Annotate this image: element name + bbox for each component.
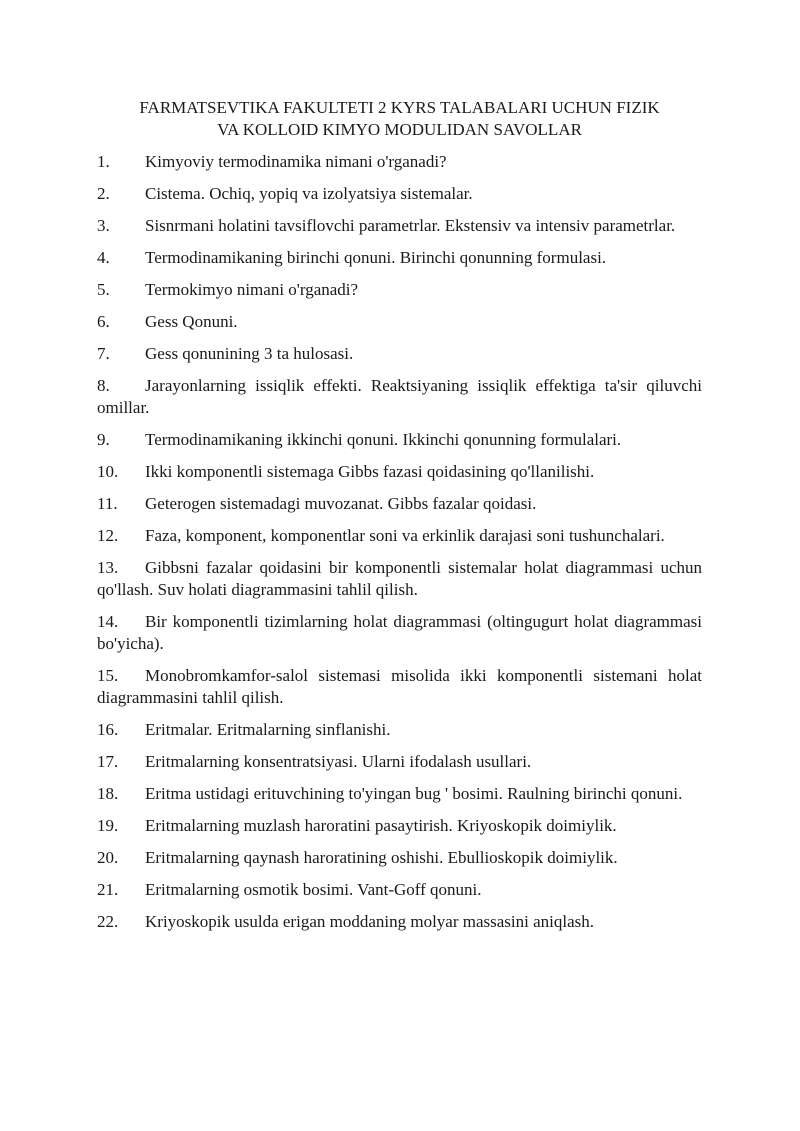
question-item bbox=[97, 847, 702, 869]
question-text: Eritmalarning qaynash haroratining oshishi. Ebullioskopik doimiylik. bbox=[145, 848, 618, 867]
title-line-1: FARMATSEVTIKA FAKULTETI 2 KYRS TALABALARI UCHUN FIZIK bbox=[139, 98, 660, 117]
question-text: Kimyoviy termodinamika nimani o'rganadi? bbox=[145, 152, 447, 171]
question-number: 8. bbox=[97, 376, 110, 395]
question-number: 4. bbox=[97, 248, 110, 267]
question-text: Gess Qonuni. bbox=[145, 312, 238, 331]
question-item bbox=[97, 151, 702, 173]
question-text: Sisnrmani holatini tavsiflovchi parametrlar. Ekstensiv va intensiv parametrlar. bbox=[145, 216, 676, 235]
question-item bbox=[97, 719, 702, 741]
question-item bbox=[97, 493, 702, 515]
question-text: Termodinamikaning ikkinchi qonuni. Ikkinchi qonunning formulalari. bbox=[145, 430, 622, 449]
question-item bbox=[97, 783, 702, 805]
question-text: Monobromkamfor-salol sistemasi misolida ikki komponentli sistemani holat diagrammasini tahlil qilish. bbox=[97, 666, 702, 707]
question-text: Eritmalarning osmotik bosimi. Vant-Goff qonuni. bbox=[145, 880, 482, 899]
title-line-2: VA KOLLOID KIMYO MODULIDAN SAVOLLAR bbox=[217, 120, 582, 139]
question-item bbox=[97, 279, 702, 301]
question-text: Eritma ustidagi erituvchining to'yingan bug ' bosimi. Raulning birinchi qonuni. bbox=[145, 784, 683, 803]
question-item bbox=[97, 611, 702, 655]
question-text: Termodinamikaning birinchi qonuni. Birinchi qonunning formulasi. bbox=[145, 248, 607, 267]
question-number: 12. bbox=[97, 526, 119, 545]
question-number: 7. bbox=[97, 344, 110, 363]
question-number: 20. bbox=[97, 848, 119, 867]
question-number: 11. bbox=[97, 494, 118, 513]
question-number: 3. bbox=[97, 216, 110, 235]
question-item bbox=[97, 751, 702, 773]
question-item bbox=[97, 815, 702, 837]
question-list bbox=[97, 151, 702, 933]
question-item bbox=[97, 215, 702, 237]
question-text: Gibbsni fazalar qoidasini bir komponentli sistemalar holat diagrammasi uchun qo'llash. Suv holati diagrammasini tahlil qilish. bbox=[97, 558, 702, 599]
question-item bbox=[97, 247, 702, 269]
document-title bbox=[97, 97, 702, 141]
question-item bbox=[97, 343, 702, 365]
question-text: Geterogen sistemadagi muvozanat. Gibbs fazalar qoidasi. bbox=[145, 494, 537, 513]
question-text: Gess qonunining 3 ta hulosasi. bbox=[145, 344, 354, 363]
question-number: 17. bbox=[97, 752, 119, 771]
question-number: 21. bbox=[97, 880, 119, 899]
question-number: 14. bbox=[97, 612, 119, 631]
question-item bbox=[97, 429, 702, 451]
question-item bbox=[97, 911, 702, 933]
question-number: 2. bbox=[97, 184, 110, 203]
question-text: Kriyoskopik usulda erigan moddaning molyar massasini aniqlash. bbox=[145, 912, 595, 931]
question-number: 22. bbox=[97, 912, 119, 931]
question-number: 1. bbox=[97, 152, 110, 171]
question-number: 6. bbox=[97, 312, 110, 331]
question-number: 15. bbox=[97, 666, 119, 685]
question-item bbox=[97, 665, 702, 709]
question-item bbox=[97, 525, 702, 547]
question-item bbox=[97, 557, 702, 601]
question-number: 9. bbox=[97, 430, 110, 449]
question-text: Cistema. Ochiq, yopiq va izolyatsiya sistemalar. bbox=[145, 184, 473, 203]
question-text: Bir komponentli tizimlarning holat diagrammasi (oltingugurt holat diagrammasi bo'yicha). bbox=[97, 612, 702, 653]
question-number: 16. bbox=[97, 720, 119, 739]
document-page bbox=[97, 97, 702, 943]
question-number: 5. bbox=[97, 280, 110, 299]
question-text: Ikki komponentli sistemaga Gibbs fazasi qoidasining qo'llanilishi. bbox=[145, 462, 595, 481]
question-number: 13. bbox=[97, 558, 119, 577]
question-item bbox=[97, 311, 702, 333]
question-text: Eritmalarning muzlash haroratini pasaytirish. Kriyoskopik doimiylik. bbox=[145, 816, 617, 835]
question-item bbox=[97, 375, 702, 419]
question-number: 19. bbox=[97, 816, 119, 835]
question-text: Faza, komponent, komponentlar soni va erkinlik darajasi soni tushunchalari. bbox=[145, 526, 665, 545]
question-number: 10. bbox=[97, 462, 119, 481]
question-item bbox=[97, 879, 702, 901]
question-text: Jarayonlarning issiqlik effekti. Reaktsiyaning issiqlik effektiga ta'sir qiluvchi omillar. bbox=[97, 376, 702, 417]
question-number: 18. bbox=[97, 784, 119, 803]
question-text: Eritmalar. Eritmalarning sinflanishi. bbox=[145, 720, 391, 739]
question-text: Termokimyo nimani o'rganadi? bbox=[145, 280, 359, 299]
question-text: Eritmalarning konsentratsiyasi. Ularni ifodalash usullari. bbox=[145, 752, 532, 771]
question-item bbox=[97, 461, 702, 483]
question-item bbox=[97, 183, 702, 205]
